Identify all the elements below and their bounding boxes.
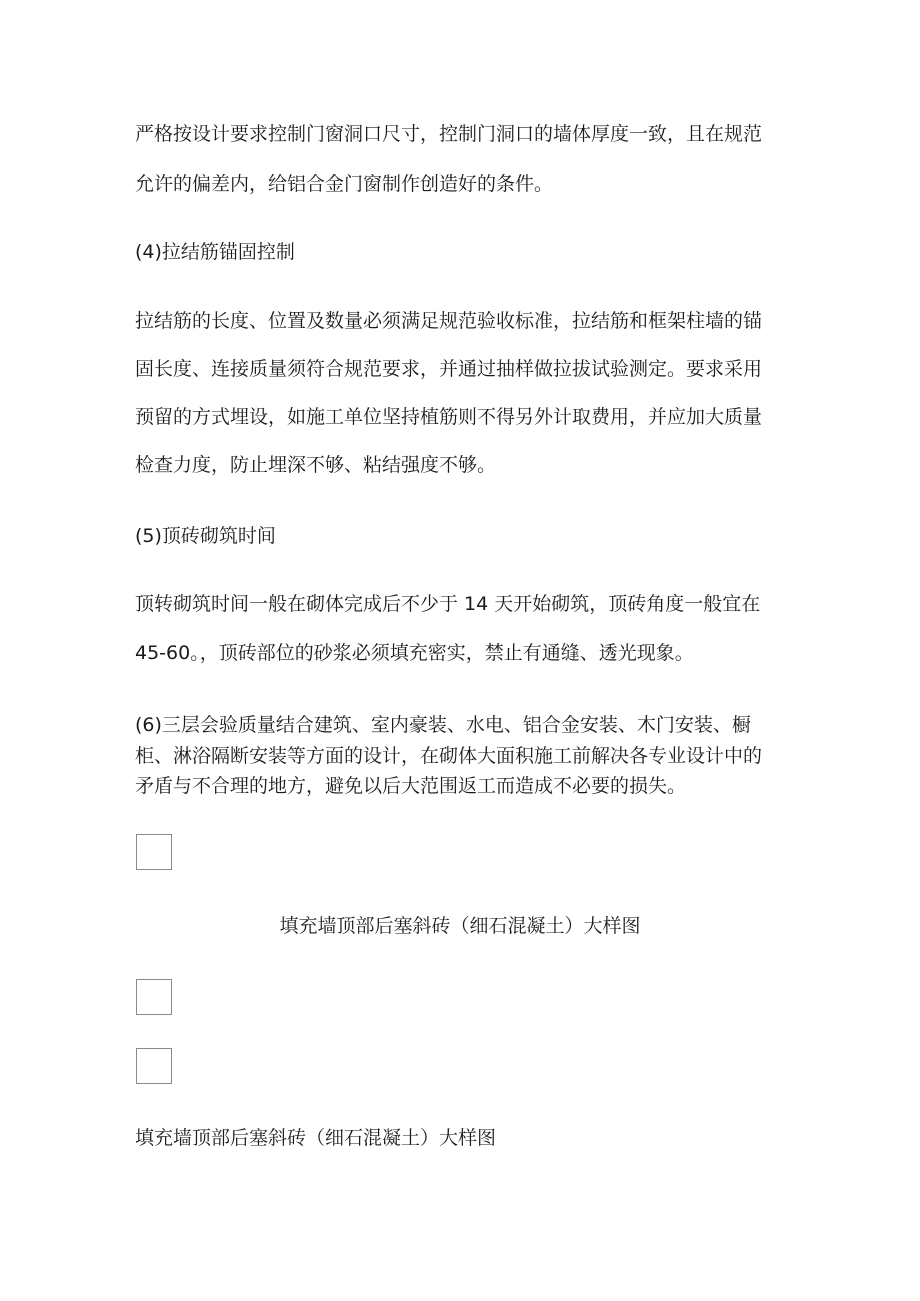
paragraph-line: 顶转砌筑时间一般在砌体完成后不少于 14 天开始砌筑，顶砖角度一般宜在 [135,593,761,615]
figure-caption: 填充墙顶部后塞斜砖（细石混凝土）大样图 [135,1127,497,1149]
broken-image-placeholder [136,834,172,870]
broken-image-placeholder [136,1048,172,1084]
broken-image-placeholder [136,979,172,1015]
paragraph-line: 柜、淋浴隔断安装等方面的设计，在砌体大面积施工前解决各专业设计中的 [135,745,763,767]
paragraph-line: 严格按设计要求控制门窗洞口尺寸，控制门洞口的墙体厚度一致，且在规范 [135,123,763,145]
paragraph-line: 固长度、连接质量须符合规范要求，并通过抽样做拉拔试验测定。要求采用 [135,358,763,380]
paragraph-line: 45-60。，顶砖部位的砂浆必须填充密实，禁止有通缝、透光现象。 [135,642,694,664]
section-heading-4: (4)拉结筋锚固控制 [135,241,295,263]
paragraph-line: 允许的偏差内，给铝合金门窗制作创造好的条件。 [135,173,554,195]
section-heading-5: (5)顶砖砌筑时间 [135,525,276,547]
paragraph-line: 矛盾与不合理的地方，避免以后大范围返工而造成不必要的损失。 [135,775,687,797]
paragraph-line: 检查力度，防止埋深不够、粘结强度不够。 [135,454,497,476]
figure-caption: 填充墙顶部后塞斜砖（细石混凝土）大样图 [279,915,641,937]
paragraph-line: 拉结筋的长度、位置及数量必须满足规范验收标准，拉结筋和框架柱墙的锚 [135,310,763,332]
paragraph-line: 预留的方式埋设，如施工单位坚持植筋则不得另外计取费用，并应加大质量 [135,406,763,428]
paragraph-line: (6)三层会验质量结合建筑、室内豪装、水电、铝合金安装、木门安装、橱 [135,714,751,736]
